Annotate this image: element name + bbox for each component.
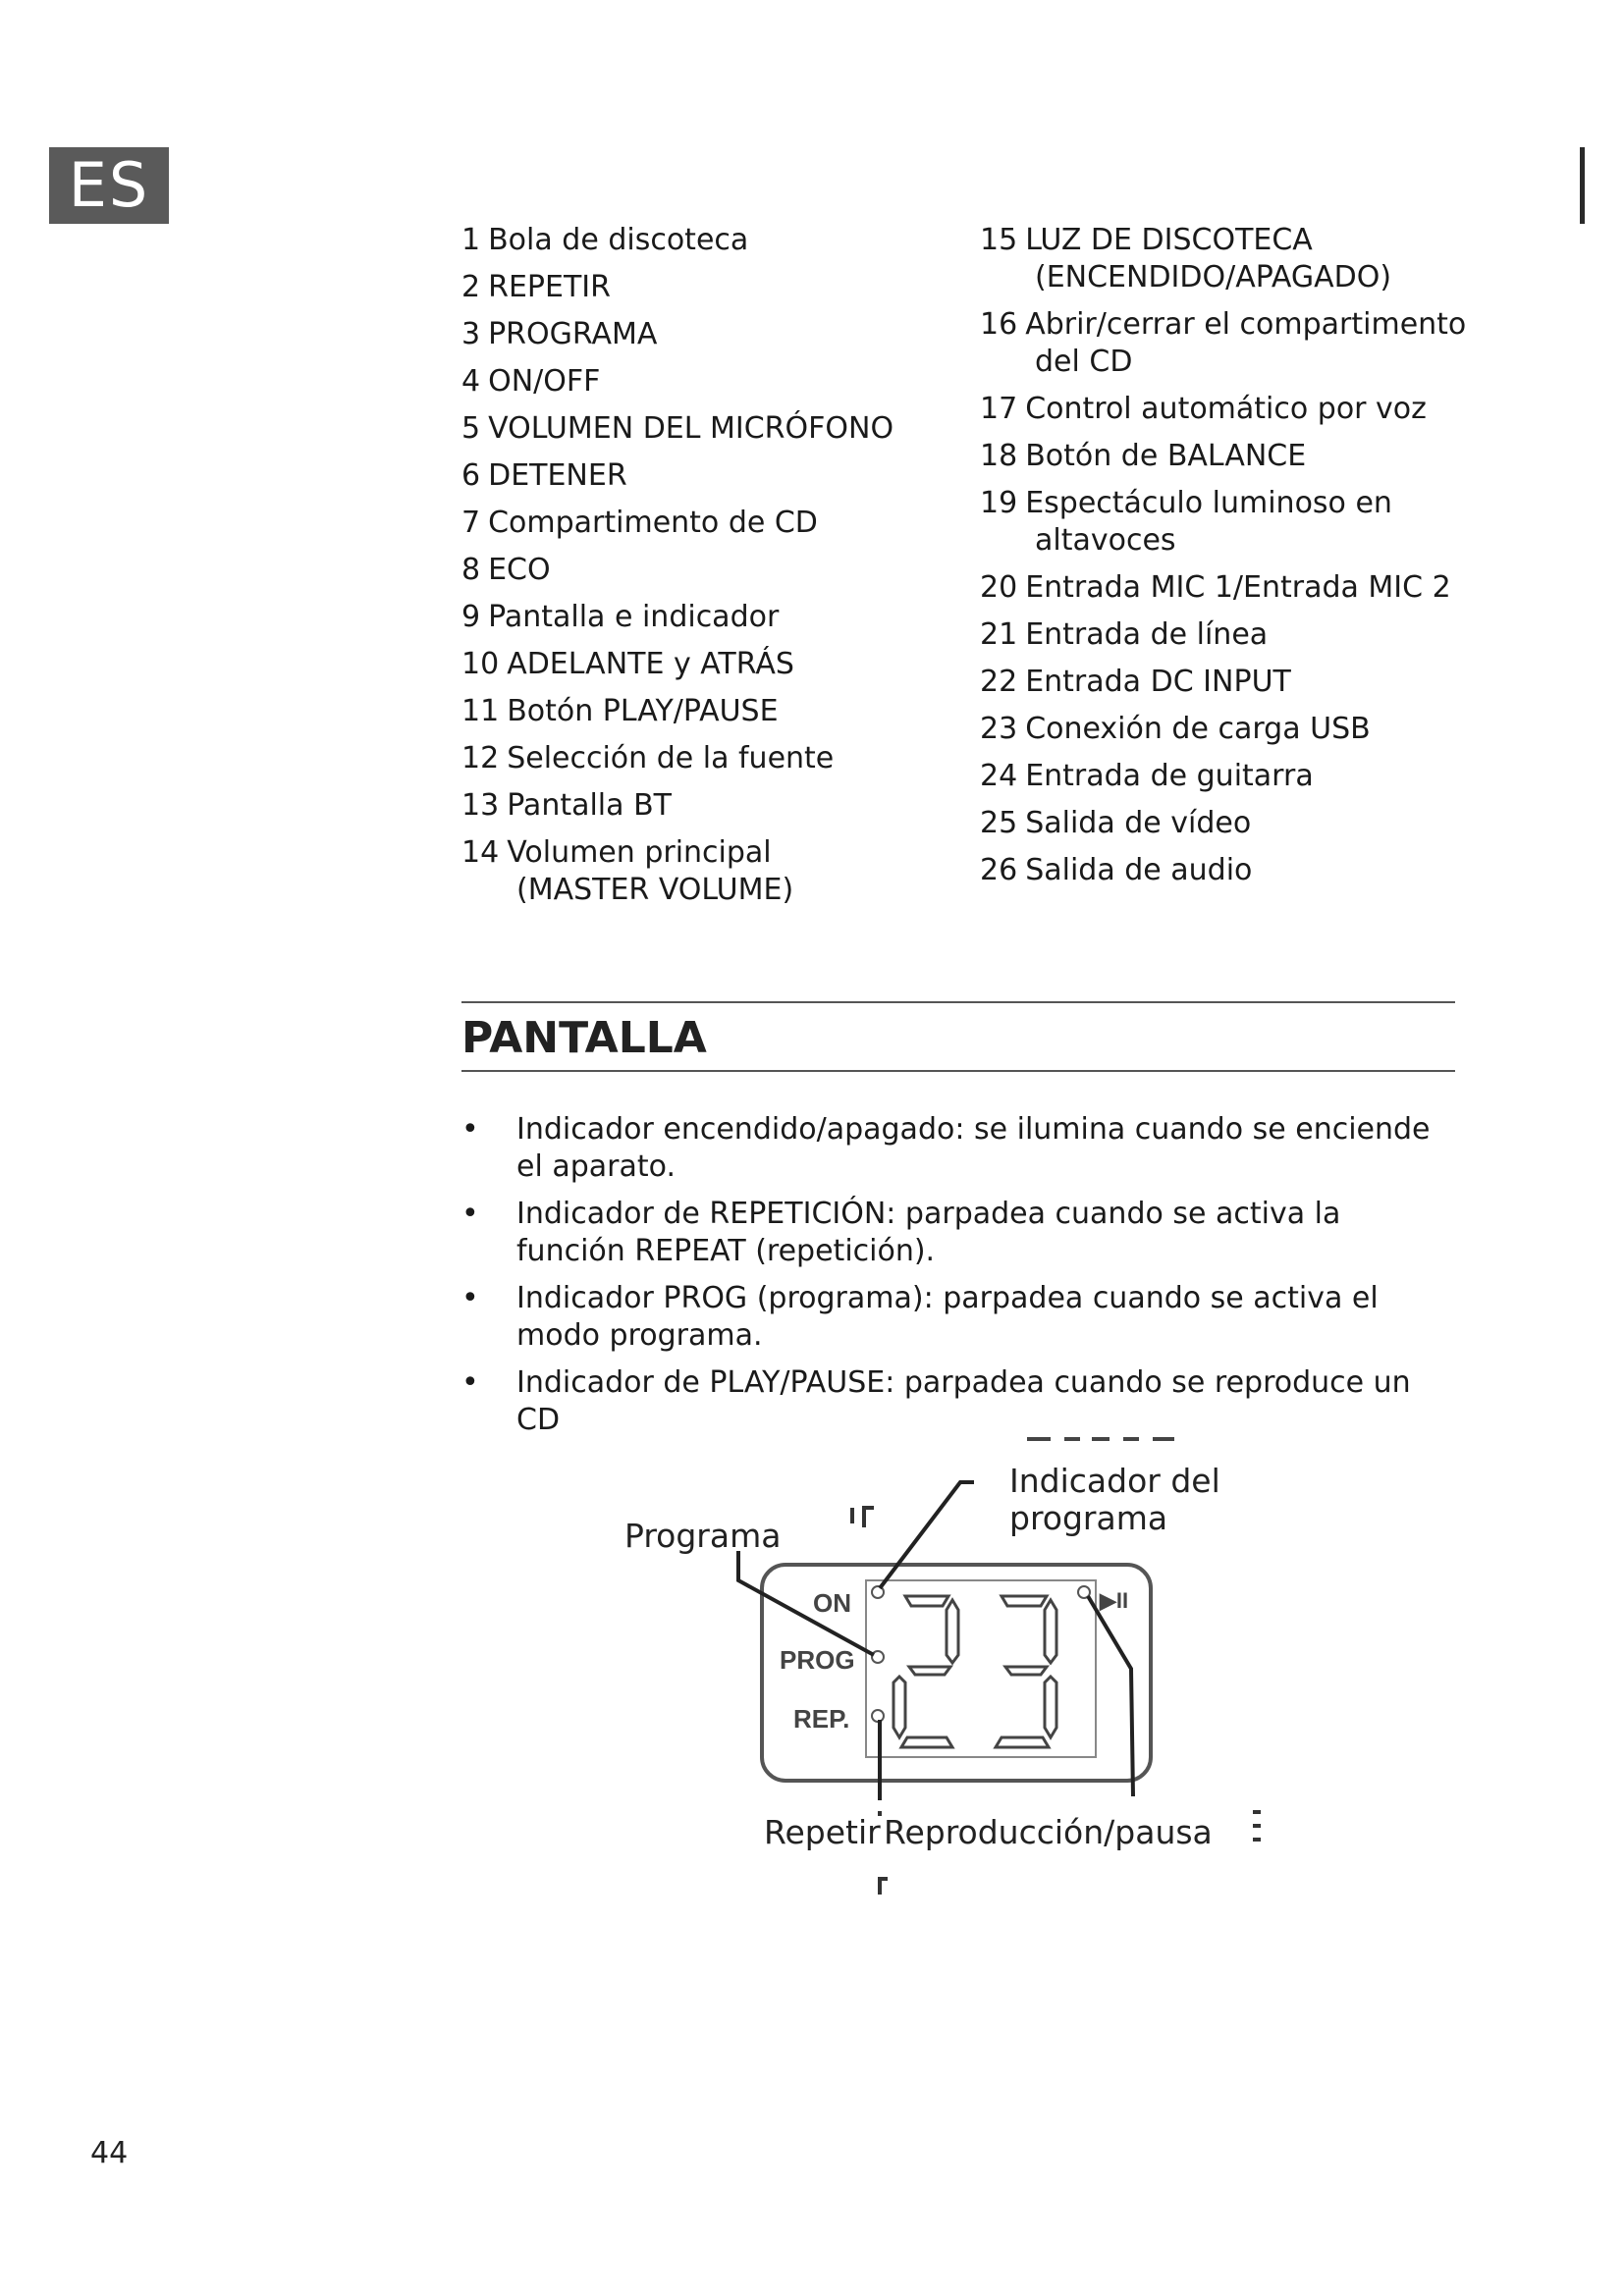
list-item [980,569,1490,607]
list-item [461,222,913,259]
item-text: Abrir/cerrar el compartimento del CD [1025,307,1467,379]
item-text: ECO [488,553,551,587]
lcd-on-label: ON [813,1588,851,1618]
item-text: Control automático por voz [1025,392,1427,426]
item-text: REPETIR [488,270,611,304]
section-title: PANTALLA [461,1013,707,1063]
item-number: 16 [980,307,1018,342]
bullet-text: Indicador PROG (programa): parpadea cuando se activa el modo programa. [516,1281,1379,1353]
parts-list-right [980,222,1490,899]
list-item [461,269,913,306]
item-text: Entrada MIC 1/Entrada MIC 2 [1025,570,1451,605]
list-item [980,391,1490,428]
bullet-text: Indicador encendido/apagado: se ilumina cuando se enciende el aparato. [516,1112,1431,1184]
list-item [461,834,913,909]
list-item [461,316,913,353]
item-text: Entrada de línea [1025,617,1269,652]
item-number: 19 [980,486,1018,520]
item-text: Salida de vídeo [1025,806,1252,840]
item-number: 21 [980,617,1018,652]
item-number: 2 [461,270,481,304]
list-item [461,740,913,777]
item-text: Entrada de guitarra [1025,759,1314,793]
item-text: ON/OFF [488,364,601,399]
item-number: 18 [980,439,1018,473]
list-item [980,306,1490,381]
list-item [461,457,913,495]
display-indicator-list [461,1111,1453,1449]
item-text: VOLUMEN DEL MICRÓFONO [488,411,894,446]
item-number: 7 [461,506,481,540]
item-number: 26 [980,853,1018,887]
item-text: PROGRAMA [488,317,658,351]
repeat-label: Repetir [764,1813,881,1851]
list-item [980,711,1490,748]
list-item [980,805,1490,842]
item-number: 12 [461,741,500,775]
item-number: 5 [461,411,481,446]
item-text: Botón PLAY/PAUSE [507,694,779,728]
item-text: Conexión de carga USB [1025,712,1371,746]
item-number: 13 [461,788,500,823]
item-number: 17 [980,392,1018,426]
program-label: Programa [624,1517,782,1555]
bullet-item [461,1280,1453,1355]
item-text: Entrada DC INPUT [1025,665,1291,699]
item-text: ADELANTE y ATRÁS [507,647,794,681]
section-rule-bottom [461,1070,1455,1072]
parts-list-left [461,222,913,919]
item-text: Espectáculo luminoso en altavoces [1025,486,1392,558]
list-item [980,222,1490,296]
list-item [980,664,1490,701]
item-text: Selección de la fuente [507,741,835,775]
section-rule-top [461,1001,1455,1003]
item-number: 24 [980,759,1018,793]
page-number: 44 [90,2136,129,2170]
lcd-rep-label: REP. [793,1704,850,1734]
item-text: Pantalla BT [507,788,672,823]
list-item [461,363,913,400]
item-text: Botón de BALANCE [1025,439,1307,473]
list-item [461,410,913,448]
bullet-item [461,1196,1453,1270]
item-text: LUZ DE DISCOTECA (ENCENDIDO/APAGADO) [1025,223,1392,294]
item-text: DETENER [488,458,627,493]
list-item [461,646,913,683]
item-text: Salida de audio [1025,853,1253,887]
item-number: 23 [980,712,1018,746]
program-indicator-label-line2: programa [1009,1499,1168,1537]
list-item [461,552,913,589]
item-text: Compartimento de CD [488,506,818,540]
play-pause-label: Reproducción/pausa [884,1813,1213,1851]
list-item [461,693,913,730]
page-edge-marker [1580,147,1585,224]
item-number: 14 [461,835,500,870]
item-number: 20 [980,570,1018,605]
item-text: Volumen principal (MASTER VOLUME) [507,835,794,907]
item-number: 3 [461,317,481,351]
display-diagram-graphic [589,1423,1335,1934]
item-text: Pantalla e indicador [488,600,780,634]
item-number: 11 [461,694,500,728]
bullet-text: Indicador de REPETICIÓN: parpadea cuando se activa la función REPEAT (repetición). [516,1197,1341,1268]
program-indicator-label-line1: Indicador del [1009,1462,1220,1500]
bullet-item [461,1111,1453,1186]
item-number: 6 [461,458,481,493]
item-number: 25 [980,806,1018,840]
item-number: 4 [461,364,481,399]
language-badge: ES [49,147,169,224]
item-number: 10 [461,647,500,681]
bullet-text: Indicador de PLAY/PAUSE: parpadea cuando se reproduce un CD [516,1365,1411,1437]
list-item [980,438,1490,475]
item-number: 9 [461,600,481,634]
play-pause-icon: ▶II [1100,1588,1129,1613]
list-item [980,758,1490,795]
list-item [461,505,913,542]
item-number: 15 [980,223,1018,257]
list-item [461,787,913,825]
list-item [980,852,1490,889]
item-number: 22 [980,665,1018,699]
item-number: 8 [461,553,481,587]
lcd-prog-label: PROG [780,1645,855,1675]
list-item [980,485,1490,560]
item-text: Bola de discoteca [488,223,749,257]
item-number: 1 [461,223,481,257]
list-item [980,616,1490,654]
list-item [461,599,913,636]
display-diagram [589,1423,1335,1934]
